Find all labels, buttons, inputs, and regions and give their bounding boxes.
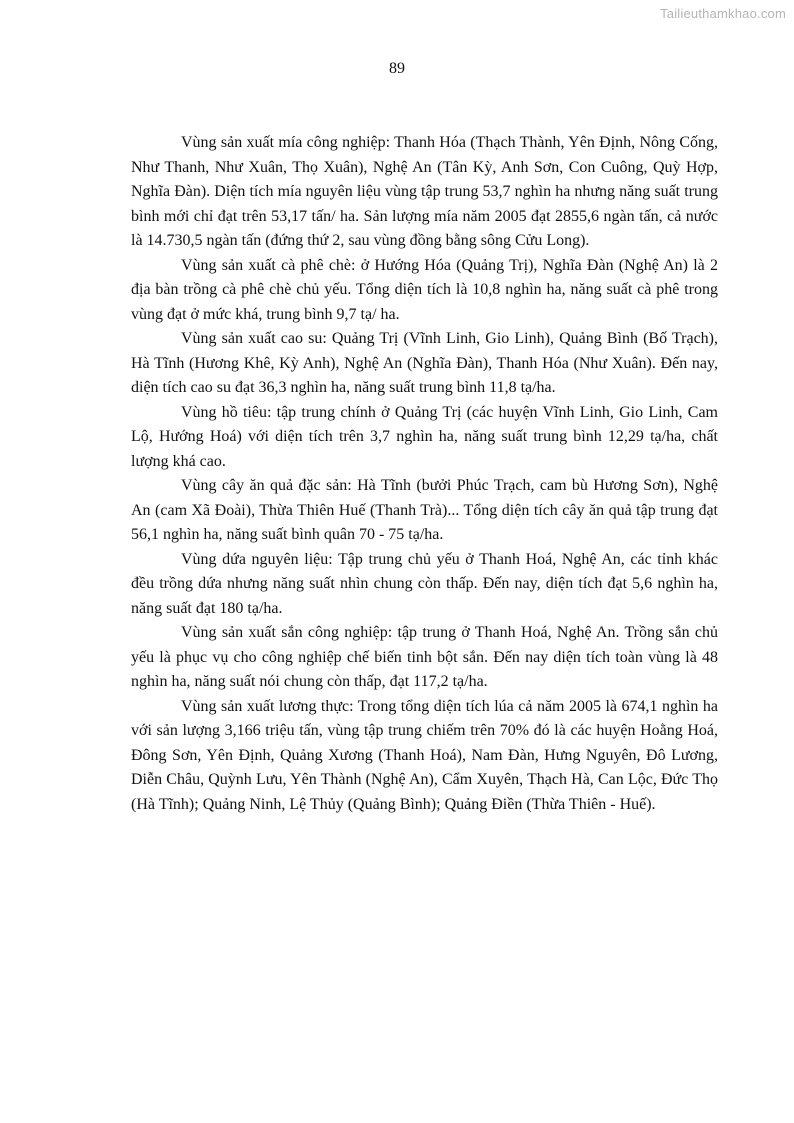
paragraph-pepper: Vùng hồ tiêu: tập trung chính ở Quảng Trị (các huyện Vĩnh Linh, Gio Linh, Cam Lộ, Hướng Hoá) với diện tích trên 3,7 nghìn ha, năng suất trung bình 12,29 tạ/ha, chất lượng khá cao. (131, 403, 718, 470)
paragraph-tea-coffee: Vùng sản xuất cà phê chè: ở Hướng Hóa (Quảng Trị), Nghĩa Đàn (Nghệ An) là 2 địa bàn trồng cà phê chè chủ yếu. Tổng diện tích là 10,8 nghìn ha, năng suất cà phê trong vùng đạt ở mức khá, trung bình 9,7 tạ/ ha. (131, 256, 718, 323)
paragraph-food-crops: Vùng sản xuất lương thực: Trong tổng diện tích lúa cả năm 2005 là 674,1 nghìn ha với sản lượng 3,166 triệu tấn, vùng tập trung chiếm trên 70% đó là các huyện Hoằng Hoá, Đông Sơn, Yên Định, Quảng Xương (Thanh Hoá), Nam Đàn, Hưng Nguyên, Đô Lương, Diễn Châu, Quỳnh Lưu, Yên Thành (Nghệ An), Cẩm Xuyên, Thạch Hà, Can Lộc, Đức Thọ (Hà Tĩnh); Quảng Ninh, Lệ Thủy (Quảng Bình); Quảng Điền (Thừa Thiên - Huế). (131, 697, 718, 813)
paragraph-pineapple: Vùng dứa nguyên liệu: Tập trung chủ yếu ở Thanh Hoá, Nghệ An, các tỉnh khác đều trồng dứa nhưng năng suất nhìn chung còn thấp. Đến nay, diện tích đạt 5,6 nghìn ha, năng suất đạt 180 tạ/ha. (131, 550, 718, 617)
page-number: 89 (389, 60, 405, 77)
paragraph-sugarcane: Vùng sản xuất mía công nghiệp: Thanh Hóa (Thạch Thành, Yên Định, Nông Cống, Như Thanh, Như Xuân, Thọ Xuân), Nghệ An (Tân Kỳ, Anh Sơn, Con Cuông, Quỳ Hợp, Nghĩa Đàn). Diện tích mía nguyên liệu vùng tập trung 53,7 nghìn ha nhưng năng suất trung bình mới chỉ đạt trên 53,17 tấn/ ha. Sản lượng mía năm 2005 đạt 2855,6 ngàn tấn, cả nước là 14.730,5 ngàn tấn (đứng thứ 2, sau vùng đồng bằng sông Cửu Long). (131, 134, 718, 249)
paragraph-fruit-trees: Vùng cây ăn quả đặc sản: Hà Tĩnh (bưởi Phúc Trạch, cam bù Hương Sơn), Nghệ An (cam Xã Đoài), Thừa Thiên Huế (Thanh Trà)... Tổng diện tích cây ăn quả tập trung đạt 56,1 nghìn ha, năng suất bình quân 70 - 75 tạ/ha. (131, 477, 718, 543)
paragraph-cassava: Vùng sản xuất sắn công nghiệp: tập trung ở Thanh Hoá, Nghệ An. Trồng sắn chủ yếu là phục vụ cho công nghiệp chế biến tinh bột sắn. Đến nay diện tích toàn vùng là 48 nghìn ha, năng suất nói chung còn thấp, đạt 117,2 tạ/ha. (131, 624, 718, 690)
paragraph-rubber: Vùng sản xuất cao su: Quảng Trị (Vĩnh Linh, Gio Linh), Quảng Bình (Bố Trạch), Hà Tĩnh (Hương Khê, Kỳ Anh), Nghệ An (Nghĩa Đàn), Thanh Hóa (Như Xuân). Đến nay, diện tích cao su đạt 36,3 nghìn ha, năng suất trung bình 11,8 tạ/ha. (131, 330, 718, 396)
document-body (131, 131, 718, 817)
watermark-text: Tailieuthamkhao.com (660, 6, 786, 21)
